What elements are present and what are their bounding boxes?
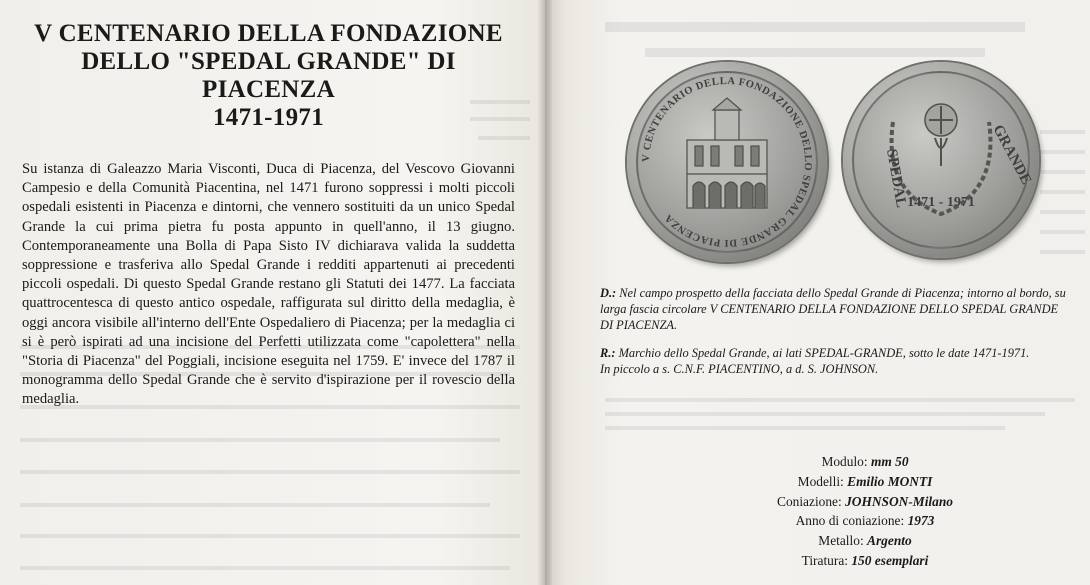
- medal-reverse: [843, 62, 1039, 258]
- title-line-2: DELLO "SPEDAL GRANDE" DI PIACENZA: [81, 48, 456, 103]
- spec-row: Tiratura: 150 esemplari: [801, 552, 929, 568]
- caption-d-label: D.:: [600, 286, 617, 300]
- spec-row: Modelli: Emilio MONTI: [797, 473, 933, 489]
- caption-r-line-2: In piccolo a s. C.N.F. PIACENTINO, a d. S. JOHNSON.: [600, 362, 879, 376]
- caption-r-label: R.:: [600, 346, 616, 360]
- medal-obverse: [627, 62, 827, 262]
- history-paragraph: Su istanza di Galeazzo Maria Visconti, Duca di Piacenza, del Vescovo Giovanni Campesio e della Comunità Piacentina, nel 1471 furono soppressi i molti piccoli ospedali esistenti in Piacenza e dintorni, che vennero sostituiti da un unico Spedal Grande la cui prima pietra fu posta appunto in quell'anno, il 13 giugno. Contemporaneamente una Bolla di Papa Sisto IV dichiarava valida la suddetta soppressione e trasferiva allo Spedal Grande i redditi appartenuti ai precedenti piccoli ospedali. Di questo Spedal Grande restano gli Statuti dei 1477. La facciata quattrocentesca di questo antico ospedale, raffigurata sul diritto della medaglia, è oggi ancora visibile all'interno dell'Ente Ospedaliero di Piacenza; per la medaglia ci si è però ispirati ad una incisione del Perfetti utilizzata come "capolettera" nella "Storia di Piacenza" del Poggiali, incisione eseguita nel 1759. E' invece del 1787 il monogramma dello Spedal Grande che è servito d'ispirazione per il rovescio della medaglia.: [22, 161, 515, 408]
- hospital-monogram-image: [843, 62, 1039, 258]
- reverse-dates: 1471 - 1971: [907, 195, 975, 210]
- spec-row: Anno di coniazione: 1973: [795, 513, 935, 529]
- reverse-right-text: GRANDE: [989, 122, 1035, 188]
- right-page: [545, 0, 1090, 585]
- medal-specs: [715, 452, 1015, 571]
- spec-row: Modulo: mm 50: [821, 454, 909, 469]
- caption-reverse: [600, 345, 1070, 377]
- title-line-1: V CENTENARIO DELLA FONDAZIONE: [34, 20, 503, 47]
- book-gutter: [538, 0, 552, 585]
- title-line-3: 1471-1971: [212, 104, 325, 131]
- spec-row: Coniazione: JOHNSON-Milano: [777, 493, 953, 509]
- page-title: [22, 20, 515, 132]
- caption-r-line-1: Marchio dello Spedal Grande, ai lati SPEDAL-GRANDE, sotto le date 1471-1971.: [618, 346, 1030, 360]
- hospital-facade-image: [627, 62, 827, 262]
- spec-row: Metallo: Argento: [818, 533, 912, 549]
- caption-obverse: [600, 285, 1070, 333]
- caption-d-text: Nel campo prospetto della facciata dello Spedal Grande di Piacenza; intorno al bordo, su larga fascia circolare V CENTENARIO DELLA FONDAZIONE DELLO SPEDAL GRANDE DI PIACENZA.: [600, 286, 1066, 332]
- obverse-rim-text: V CENTENARIO DELLA FONDAZIONE DELLO SPEDAL GRANDE DI PIACENZA: [640, 75, 814, 249]
- reverse-left-text: SPEDAL: [883, 147, 910, 209]
